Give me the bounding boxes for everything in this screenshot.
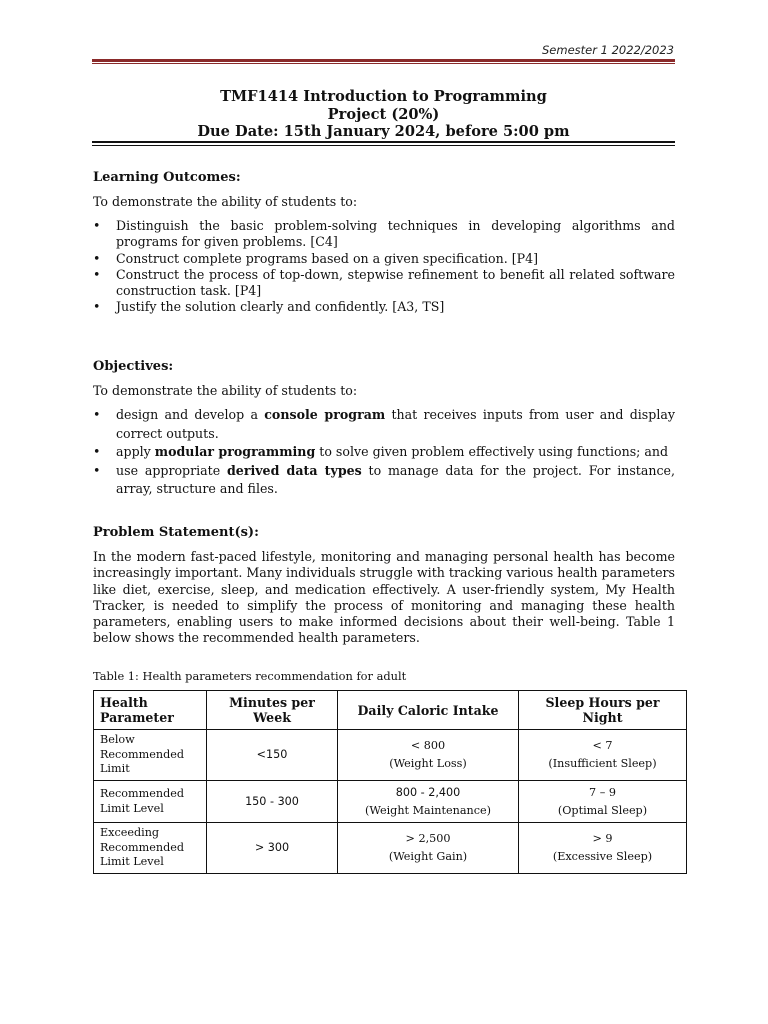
problem-heading: Problem Statement(s): bbox=[93, 525, 259, 540]
table-cell-calories: > 2,500 (Weight Gain) bbox=[338, 823, 519, 874]
table-cell-parameter: Below Recommended Limit bbox=[94, 730, 207, 781]
table-header-row bbox=[94, 691, 687, 730]
problem-text: In the modern fast-paced lifestyle, monitoring and managing personal health has become increasingly important. Many individuals struggle with tracking various health parameters like diet, exercise, sleep, and medication effectively. A user-friendly system, My Health Tracker, is needed to simplify the process of monitoring and managing these health parameters, enabling users to make informed decisions about their well-being. Table 1 below shows the recommended health parameters. bbox=[93, 549, 675, 646]
semester-label: Semester 1 2022/2023 bbox=[542, 43, 674, 57]
table-cell-parameter: Recommended Limit Level bbox=[94, 781, 207, 823]
project-weight: Project (20%) bbox=[327, 105, 440, 123]
list-item: • Construct the process of top-down, stepwise refinement to benefit all related software construction task. [P4] bbox=[93, 266, 675, 299]
bullet-icon: • bbox=[93, 462, 101, 478]
list-item: • Construct complete programs based on a given specification. [P4] bbox=[93, 250, 539, 266]
table-cell-sleep: < 7 (Insufficient Sleep) bbox=[519, 730, 687, 781]
health-parameters-table bbox=[93, 690, 687, 874]
table-header-cell: Daily Caloric Intake bbox=[338, 691, 519, 730]
list-item: • use appropriate derived data types to manage data for the project. For instance, array, structure and files. bbox=[93, 462, 675, 496]
bullet-icon: • bbox=[93, 266, 101, 282]
table-caption: Table 1: Health parameters recommendation for adult bbox=[93, 669, 407, 683]
table-row bbox=[94, 730, 687, 781]
title-block bbox=[92, 88, 675, 141]
header-rule-thin bbox=[92, 63, 675, 64]
due-date: Due Date: 15th January 2024, before 5:00 pm bbox=[197, 123, 570, 140]
objectives-intro: To demonstrate the ability of students to: bbox=[93, 383, 358, 398]
objectives-heading: Objectives: bbox=[93, 359, 174, 374]
bullet-icon: • bbox=[93, 407, 101, 422]
learning-outcomes-intro: To demonstrate the ability of students to: bbox=[93, 194, 358, 209]
table-cell-calories: < 800 (Weight Loss) bbox=[338, 730, 519, 781]
table-row bbox=[94, 781, 687, 823]
list-item: • Distinguish the basic problem-solving techniques in developing algorithms and programs for given problems. [C4] bbox=[93, 218, 675, 250]
header-rule bbox=[92, 59, 675, 62]
table-cell-sleep: 7 – 9 (Optimal Sleep) bbox=[519, 781, 687, 823]
learning-outcomes-heading: Learning Outcomes: bbox=[93, 170, 241, 185]
table-cell-minutes: <150 bbox=[207, 730, 338, 781]
table-header-cell: Sleep Hours per Night bbox=[519, 691, 687, 730]
learning-outcomes-list bbox=[93, 218, 675, 316]
table-cell-sleep: > 9 (Excessive Sleep) bbox=[519, 823, 687, 874]
list-item: • Justify the solution clearly and confidently. [A3, TS] bbox=[93, 299, 445, 315]
bullet-icon: • bbox=[93, 444, 101, 459]
table-header-cell: Health Parameter bbox=[94, 691, 207, 730]
table-cell-parameter: Exceeding Recommended Limit Level bbox=[94, 823, 207, 874]
table-row bbox=[94, 823, 687, 874]
title-rule bbox=[92, 141, 675, 143]
list-item: • apply modular programming to solve given problem effectively using functions; and bbox=[93, 443, 675, 462]
bullet-icon: • bbox=[93, 250, 101, 266]
title-rule-thin bbox=[92, 145, 675, 146]
list-item: • design and develop a console program that receives inputs from user and display correct outputs. bbox=[93, 407, 675, 441]
objectives-list bbox=[93, 406, 675, 499]
course-title: TMF1414 Introduction to Programming bbox=[220, 88, 547, 105]
bullet-icon: • bbox=[93, 218, 101, 233]
table-cell-calories: 800 - 2,400 (Weight Maintenance) bbox=[338, 781, 519, 823]
table-cell-minutes: > 300 bbox=[207, 823, 338, 874]
table-cell-minutes: 150 - 300 bbox=[207, 781, 338, 823]
bullet-icon: • bbox=[93, 299, 101, 315]
table-header-cell: Minutes per Week bbox=[207, 691, 338, 730]
